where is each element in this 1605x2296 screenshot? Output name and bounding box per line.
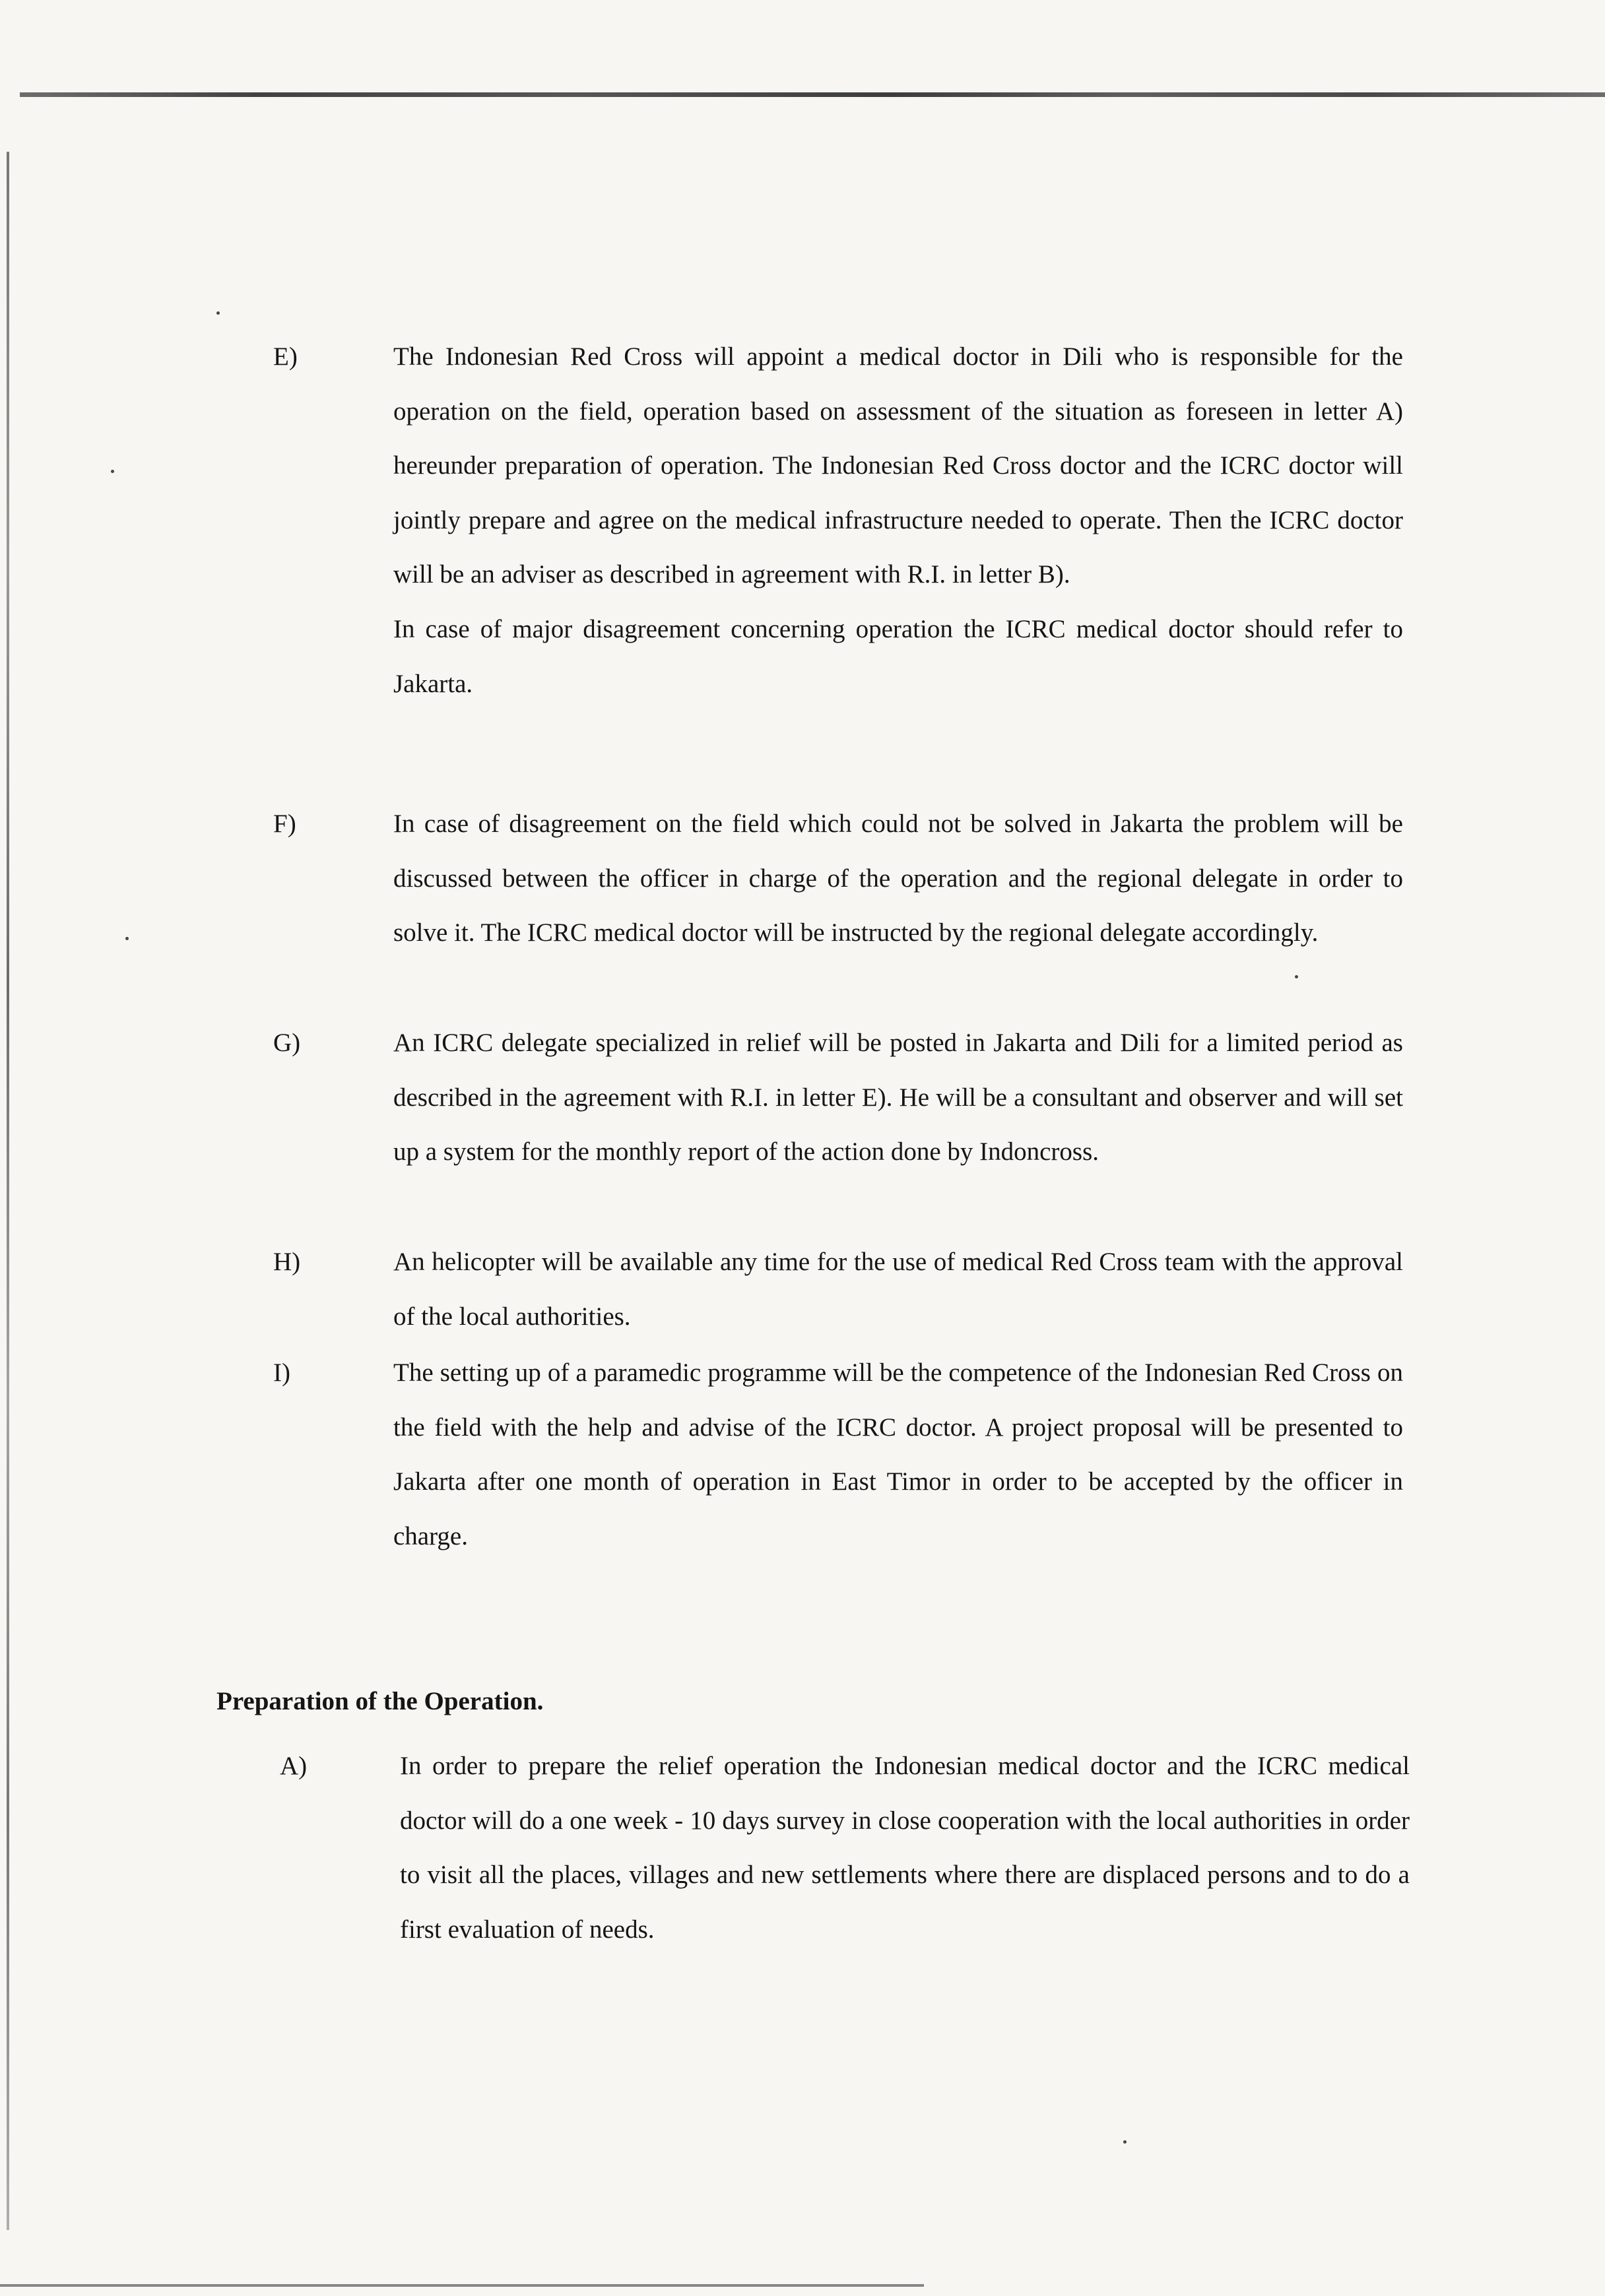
item-label: A)	[280, 1752, 308, 1780]
item-text	[393, 797, 1403, 961]
item-label: H)	[273, 1248, 301, 1276]
section-heading: Preparation of the Operation.	[216, 1687, 544, 1715]
item-paragraph: In case of disagreement on the field which could not be solved in Jakarta the problem will be discussed between the officer in charge of the operation and the regional delegate in order to solve it. The ICRC medical doctor will be instructed by the regional delegate accordingly.	[393, 810, 1403, 947]
scan-speck	[1123, 2140, 1127, 2144]
item-text	[393, 1346, 1403, 1564]
item-paragraph: In case of major disagreement concerning operation the ICRC medical doctor should refer to Jakarta.	[393, 614, 1403, 698]
item-text	[393, 1235, 1403, 1344]
scan-bottom-rule	[0, 2284, 924, 2287]
scan-speck	[1295, 975, 1298, 978]
item-label: F)	[273, 810, 296, 838]
scan-speck	[125, 937, 129, 940]
item-label: I)	[273, 1358, 290, 1387]
item-label: E)	[273, 342, 298, 371]
item-paragraph: The setting up of a paramedic programme will be the competence of the Indonesian Red Cross on the field with the help and advise of the ICRC doctor. A project proposal will be presented to Jakarta after one month of operation in East Timor in order to be accepted by the officer in charge.	[393, 1358, 1403, 1550]
item-paragraph: In order to prepare the relief operation the Indonesian medical doctor and the ICRC medical doctor will do a one week - 10 days survey in close cooperation with the local authorities in order to visit all the places, villages and new settlements where there are displaced persons and to do a first evaluation of needs.	[400, 1752, 1410, 1944]
item-paragraph: An helicopter will be available any time for the use of medical Red Cross team with the approval of the local authorities.	[393, 1248, 1403, 1331]
scan-top-rule	[20, 92, 1605, 97]
item-text	[393, 330, 1403, 711]
item-paragraph: The Indonesian Red Cross will appoint a medical doctor in Dili who is responsible for the operation on the field, operation based on assessment of the situation as foreseen in letter A) hereunder preparation of operation. The Indonesian Red Cross doctor and the ICRC doctor will jointly prepare and agree on the medical infrastructure needed to operate. Then the ICRC doctor will be an adviser as described in agreement with R.I. in letter B).	[393, 342, 1403, 589]
item-label: G)	[273, 1029, 301, 1057]
scan-left-edge	[7, 152, 9, 2230]
scan-speck	[216, 311, 220, 315]
scan-speck	[111, 470, 114, 473]
item-paragraph: An ICRC delegate specialized in relief will be posted in Jakarta and Dili for a limited period as described in the agreement with R.I. in letter E). He will be a consultant and observer and will set up a system for the monthly report of the action done by Indoncross.	[393, 1029, 1403, 1166]
item-text	[400, 1739, 1410, 1957]
item-text	[393, 1016, 1403, 1180]
